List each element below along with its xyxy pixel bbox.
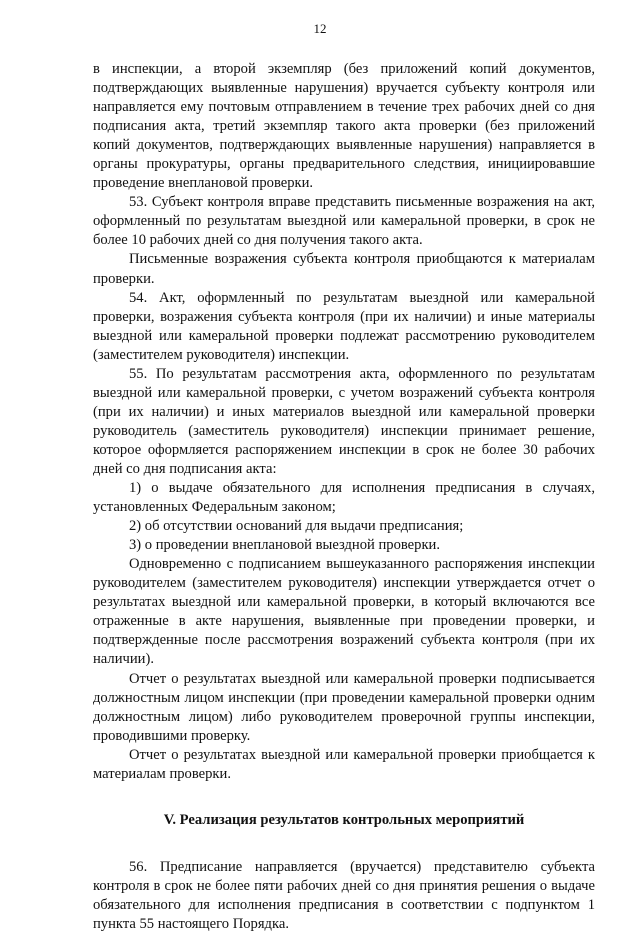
document-body [93,60,595,934]
paragraph-continuation: в инспекции, а второй экземпляр (без приложений копий документов, подтверждающих выявленные нарушения) вручается субъекту контроля или направляется ему почтовым отправлением в течение трех рабочих дней со дня подписания акта, третий экземпляр такого акта проверки (без приложений копий документов, подтверждающих выявленные нарушения) направляется в органы прокуратуры, органы предварительного следствия, инициировавшие проведение внеплановой проверки. [93,61,595,192]
page-number: 12 [313,21,327,36]
paragraph-simultaneously: Одновременно с подписанием вышеуказанного распоряжения инспекции руководителем (заместителем руководителя) инспекции утверждается отчет о результатах выездной или камеральной проверки, в который включаются все отраженные в акте нарушения, выявленные при проведении проверки, и подтвержденные после рассмотрения возражений субъекта контроля (при их наличии). [93,556,595,668]
paragraph-55: 55. По результатам рассмотрения акта, оформленного по результатам выездной или камеральной проверки, с учетом возражений субъекта контроля (при их наличии) и иных материалов выездной или камеральной проверки руководитель (заместитель руководителя) инспекции принимает решение, которое оформляется распоряжением инспекции в срок не более 30 рабочих дней со дня подписания акта: [93,365,595,477]
section-heading: V. Реализация результатов контрольных мероприятий [163,811,525,828]
list-item-2: 2) об отсутствии оснований для выдачи предписания; [129,518,464,535]
list-item-3: 3) о проведении внеплановой выездной проверки. [129,537,441,554]
paragraph-objections: Письменные возражения субъекта контроля приобщаются к материалам проверки. [93,251,595,287]
paragraph-report-attached: Отчет о результатах выездной или камеральной проверки приобщается к материалам проверки. [93,746,595,782]
paragraph-53: 53. Субъект контроля вправе представить письменные возражения на акт, оформленный по результатам выездной или камеральной проверки, в срок не более 10 рабочих дней со дня получения такого акта. [93,194,595,249]
paragraph-report-signed: Отчет о результатах выездной или камеральной проверки подписывается должностным лицом инспекции (при проведении камеральной проверки одним должностным лицом) либо руководителем проверочной группы инспекции, проводившими проверку. [93,670,595,744]
paragraph-54: 54. Акт, оформленный по результатам выездной или камеральной проверки, возражения субъекта контроля (при их наличии) и иные материалы выездной или камеральной проверки подлежат рассмотрению руководителем (заместителем руководителя) инспекции. [93,289,595,363]
list-item-1: 1) о выдаче обязательного для исполнения предписания в случаях, установленных Федеральным законом; [93,480,595,516]
paragraph-56: 56. Предписание направляется (вручается) представителю субъекта контроля в срок не более пяти рабочих дней со дня принятия решения о выдаче обязательного для исполнения предписания в соответствии с подпунктом 1 пункта 55 настоящего Порядка. [93,858,595,932]
